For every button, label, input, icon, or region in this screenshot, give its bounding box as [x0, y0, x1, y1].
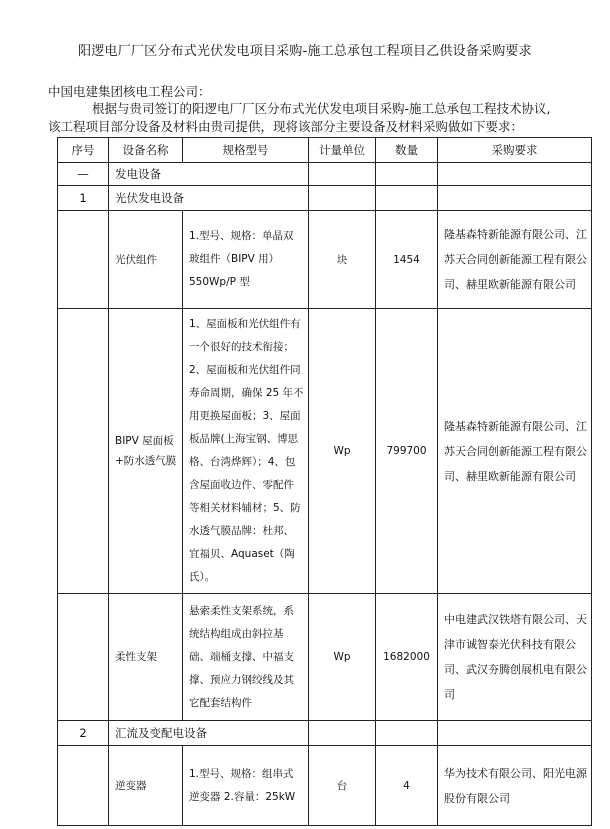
empty-cell — [438, 186, 592, 211]
subsection-row — [58, 721, 592, 746]
item-qty: 1454 — [376, 211, 438, 309]
table-row — [58, 309, 592, 594]
table-row — [58, 211, 592, 309]
empty-cell — [309, 186, 376, 211]
empty-cell — [309, 163, 376, 186]
item-name: 柔性支架 — [109, 594, 183, 721]
empty-cell — [376, 721, 438, 746]
empty-cell — [376, 186, 438, 211]
subsection-seq: 2 — [58, 721, 109, 746]
header-qty: 数量 — [376, 138, 438, 163]
subsection-label: 光伏发电设备 — [109, 186, 309, 211]
document-title: 阳逻电厂厂区分布式光伏发电项目采购-施工总承包工程项目乙供设备采购要求 — [78, 44, 532, 59]
subsection-seq: 1 — [58, 186, 109, 211]
table-row — [58, 746, 592, 826]
item-requirement: 中电建武汉铁塔有限公司、天津市诚智泰光伏科技有限公司、武汉夯腾创展机电有限公司 — [438, 594, 592, 721]
item-name: 逆变器 — [109, 746, 183, 826]
empty-cell — [58, 309, 109, 594]
section-seq: — — [58, 163, 109, 186]
empty-cell — [438, 721, 592, 746]
item-spec: 悬索柔性支架系统，系统结构组成由斜拉基础、端桶支撑、中福支撑、预应力钢绞线及其它配套结构件 — [183, 594, 309, 721]
header-name: 设备名称 — [109, 138, 183, 163]
item-unit: Wp — [309, 594, 376, 721]
item-requirement: 隆基森特新能源有限公司、江苏天合同创新能源工程有限公司、赫里欧新能源有限公司 — [438, 211, 592, 309]
header-spec: 规格型号 — [183, 138, 309, 163]
item-spec: 1.型号、规格：单晶双玻组件（BIPV 用）550Wp/P 型 — [183, 211, 309, 309]
item-requirement: 隆基森特新能源有限公司、江苏天合同创新能源工程有限公司、赫里欧新能源有限公司 — [438, 309, 592, 594]
subsection-row — [58, 186, 592, 211]
empty-cell — [438, 163, 592, 186]
empty-cell — [58, 211, 109, 309]
item-name: 光伏组件 — [109, 211, 183, 309]
section-row — [58, 163, 592, 186]
subsection-label: 汇流及变配电设备 — [109, 721, 309, 746]
intro-line-1: 根据与贵司签订的阳逻电厂厂区分布式光伏发电项目采购-施工总承包工程技术协议, — [92, 101, 551, 116]
header-seq: 序号 — [58, 138, 109, 163]
item-spec: 1.型号、规格：组串式逆变器 2.容量：25kW — [183, 746, 309, 826]
item-requirement: 华为技术有限公司、阳光电源股份有限公司 — [438, 746, 592, 826]
addressee: 中国电建集团核电工程公司： — [48, 84, 211, 99]
intro-line-2: 该工程项目部分设备及材料由贵司提供，现将该部分主要设备及材料采购做如下要求： — [48, 119, 524, 134]
item-qty: 799700 — [376, 309, 438, 594]
item-name: BIPV 屋面板+防水透气膜 — [109, 309, 183, 594]
section-label: 发电设备 — [109, 163, 309, 186]
item-unit: 台 — [309, 746, 376, 826]
item-unit: 块 — [309, 211, 376, 309]
procurement-table — [57, 137, 592, 826]
item-unit: Wp — [309, 309, 376, 594]
empty-cell — [58, 746, 109, 826]
empty-cell — [58, 594, 109, 721]
item-spec: 1、屋面板和光伏组件有一个很好的技术衔接；2、屋面板和光伏组件同寿命周期，确保 25 年不用更换屋面板；3、屋面板品牌(上海宝钢、博思格、台湾烨辉）；4、包含屋面收边件、零配件等相关材料辅材；5、防水透气膜品牌：杜邦、宜福贝、Aquaset（陶氏）。 — [183, 309, 309, 594]
empty-cell — [376, 163, 438, 186]
header-unit: 计量单位 — [309, 138, 376, 163]
table-header-row — [58, 138, 592, 163]
table-row — [58, 594, 592, 721]
item-qty: 4 — [376, 746, 438, 826]
intro-paragraph — [48, 100, 578, 136]
header-req: 采购要求 — [438, 138, 592, 163]
item-qty: 1682000 — [376, 594, 438, 721]
empty-cell — [309, 721, 376, 746]
